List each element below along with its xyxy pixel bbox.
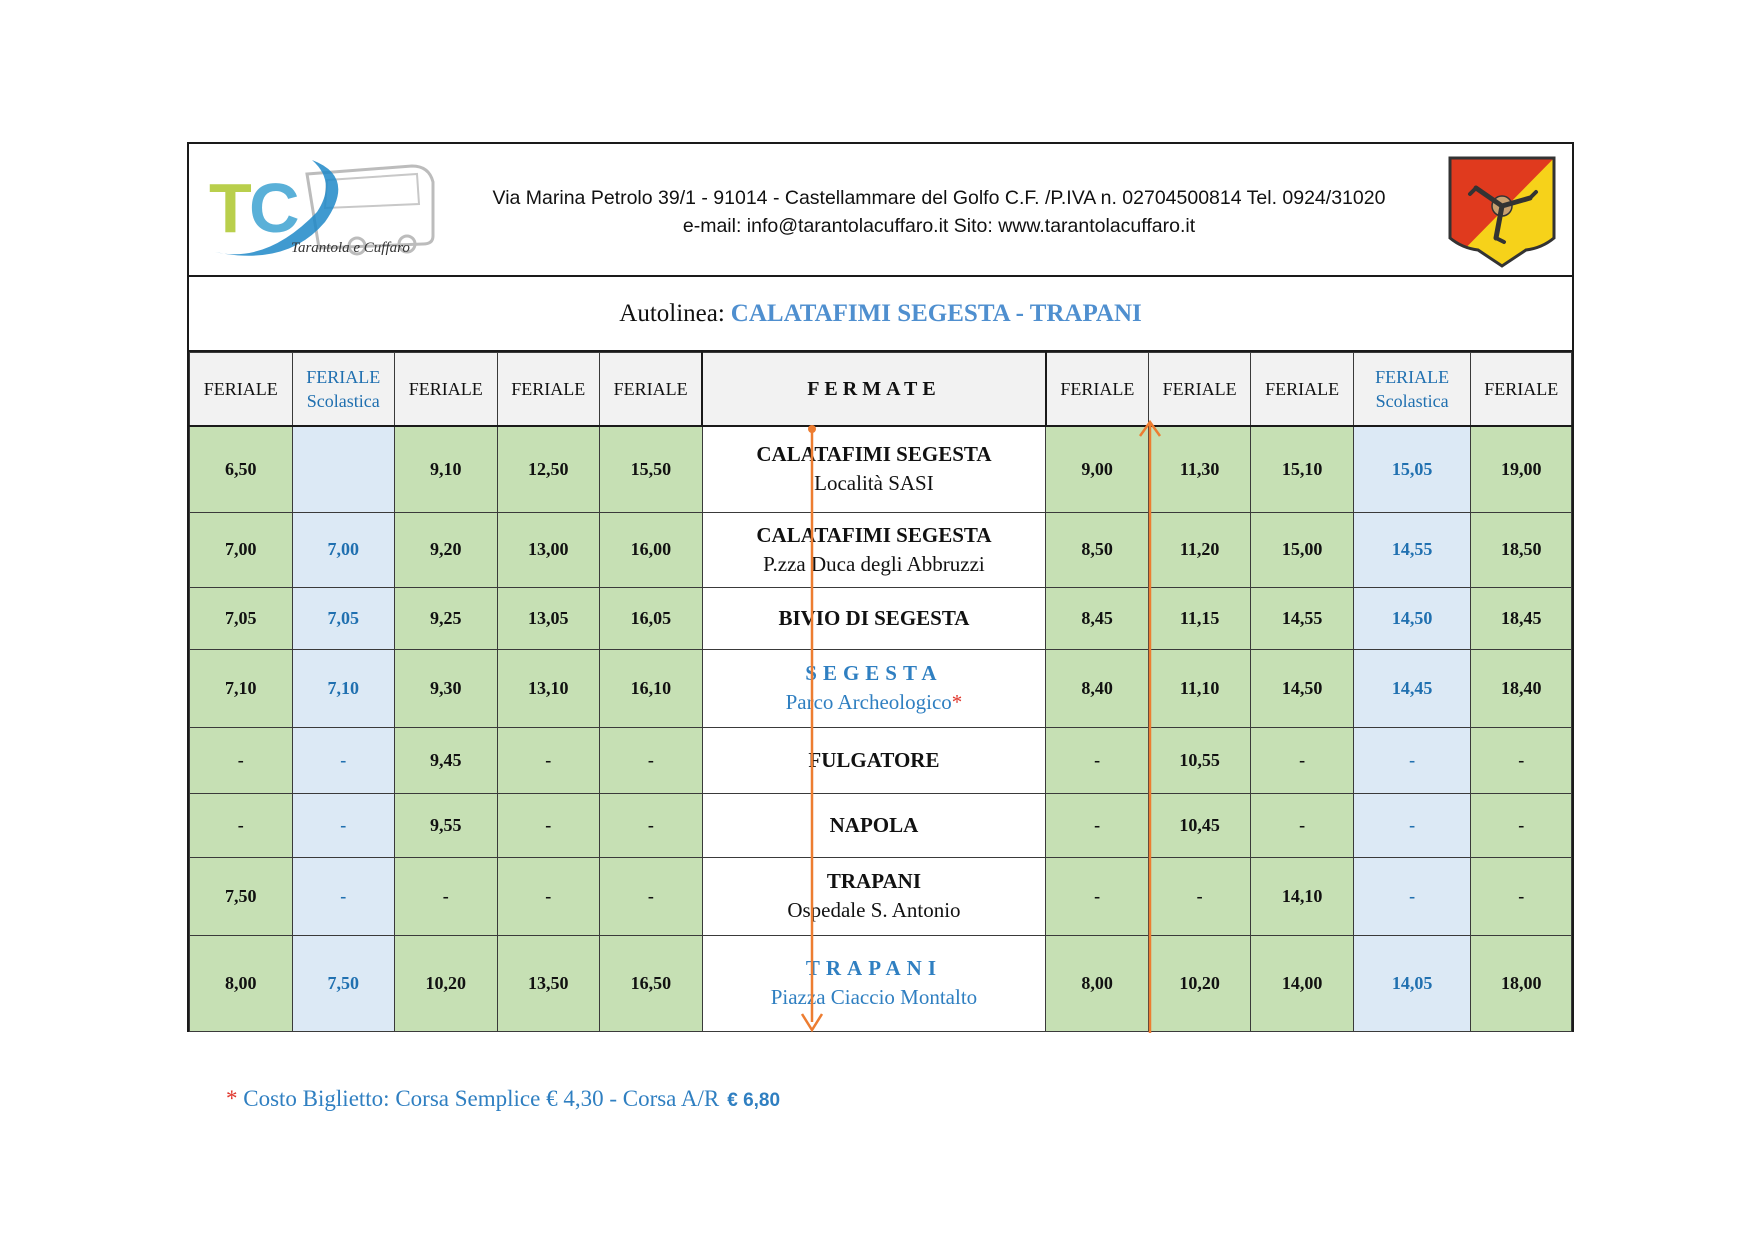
timetable-sheet <box>187 142 1574 1032</box>
route-title <box>189 277 1572 352</box>
company-logo <box>207 152 445 272</box>
return-time-cell: 14,55 <box>1251 587 1354 649</box>
header-right-2: FERIALE <box>1148 353 1251 427</box>
timetable <box>189 352 1572 1032</box>
return-time-cell: - <box>1251 727 1354 793</box>
departure-time-cell: 7,50 <box>292 935 395 1031</box>
return-time-cell: 18,00 <box>1471 935 1572 1031</box>
return-time-cell: - <box>1471 727 1572 793</box>
return-time-cell: 14,50 <box>1251 649 1354 727</box>
route-label: Autolinea: <box>619 299 725 327</box>
header-left-5: FERIALE <box>600 353 703 427</box>
departure-time-cell: - <box>600 727 703 793</box>
return-time-cell: 15,05 <box>1353 426 1471 512</box>
ticket-price-note <box>226 1086 780 1112</box>
departure-time-cell: - <box>190 727 293 793</box>
table-row <box>190 587 1572 649</box>
table-row <box>190 426 1572 512</box>
svg-text:C: C <box>249 169 300 247</box>
return-time-cell: 14,55 <box>1353 512 1471 587</box>
departure-time-cell: 7,05 <box>292 587 395 649</box>
return-time-cell: - <box>1148 857 1251 935</box>
departure-time-cell: - <box>497 727 600 793</box>
departure-time-cell: 13,50 <box>497 935 600 1031</box>
stop-detail: Località SASI <box>814 471 934 496</box>
departure-time-cell: 7,10 <box>190 649 293 727</box>
return-time-cell: - <box>1353 727 1471 793</box>
return-time-cell: 14,10 <box>1251 857 1354 935</box>
table-row <box>190 793 1572 857</box>
departure-time-cell <box>292 426 395 512</box>
stop-name: NAPOLA <box>829 812 919 837</box>
stop-cell <box>702 587 1046 649</box>
stop-name: BIVIO DI SEGESTA <box>778 605 970 630</box>
departure-time-cell: 9,55 <box>395 793 498 857</box>
header-left-2: FERIALE Scolastica <box>292 353 395 427</box>
departure-time-cell: 12,50 <box>497 426 600 512</box>
departure-time-cell: 7,10 <box>292 649 395 727</box>
departure-time-cell: 7,00 <box>190 512 293 587</box>
return-time-cell: 14,45 <box>1353 649 1471 727</box>
return-time-cell: 10,45 <box>1148 793 1251 857</box>
stop-cell <box>702 649 1046 727</box>
note-text: Costo Biglietto: Corsa Semplice € 4,30 - Corsa A/R <box>237 1086 720 1111</box>
svg-text:T: T <box>209 169 252 247</box>
contact-line: e-mail: info@tarantolacuffaro.it Sito: www.tarantolacuffaro.it <box>682 215 1196 237</box>
return-time-cell: - <box>1046 793 1149 857</box>
return-time-cell: - <box>1471 857 1572 935</box>
return-time-cell: 18,45 <box>1471 587 1572 649</box>
stop-detail: Parco Archeologico* <box>785 690 963 714</box>
header-left-4: FERIALE <box>497 353 600 427</box>
return-time-cell: 9,00 <box>1046 426 1149 512</box>
stop-cell <box>702 512 1046 587</box>
timetable-body <box>190 426 1572 1031</box>
logo-caption: Tarantola e Cuffaro <box>291 240 410 256</box>
return-time-cell: 11,30 <box>1148 426 1251 512</box>
letterhead <box>189 144 1572 277</box>
return-time-cell: 11,20 <box>1148 512 1251 587</box>
departure-time-cell: 13,05 <box>497 587 600 649</box>
return-time-cell: 10,20 <box>1148 935 1251 1031</box>
departure-time-cell: 13,00 <box>497 512 600 587</box>
return-time-cell: - <box>1471 793 1572 857</box>
table-row <box>190 727 1572 793</box>
header-left-1: FERIALE <box>190 353 293 427</box>
departure-time-cell: - <box>190 793 293 857</box>
stop-detail: P.zza Duca degli Abbruzzi <box>763 551 985 576</box>
address-line: Via Marina Petrolo 39/1 - 91014 - Castellammare del Golfo C.F. /P.IVA n. 02704500814 Tel. 0924/31020 <box>492 187 1386 209</box>
departure-time-cell: 16,10 <box>600 649 703 727</box>
table-row <box>190 857 1572 935</box>
return-time-cell: 8,45 <box>1046 587 1149 649</box>
return-time-cell: 10,55 <box>1148 727 1251 793</box>
departure-time-cell: 9,45 <box>395 727 498 793</box>
return-time-cell: 11,10 <box>1148 649 1251 727</box>
departure-time-cell: 10,20 <box>395 935 498 1031</box>
return-time-cell: 19,00 <box>1471 426 1572 512</box>
departure-time-cell: 16,00 <box>600 512 703 587</box>
return-time-cell: 18,40 <box>1471 649 1572 727</box>
stop-detail: Ospedale S. Antonio <box>787 898 961 922</box>
departure-time-cell: 6,50 <box>190 426 293 512</box>
return-time-cell: - <box>1046 727 1149 793</box>
return-time-cell: 14,00 <box>1251 935 1354 1031</box>
stop-name: CALATAFIMI SEGESTA <box>756 442 992 467</box>
stop-cell <box>702 426 1046 512</box>
return-time-cell: - <box>1251 793 1354 857</box>
return-time-cell: 14,50 <box>1353 587 1471 649</box>
return-time-cell: 18,50 <box>1471 512 1572 587</box>
stop-name: CALATAFIMI SEGESTA <box>756 522 992 547</box>
departure-time-cell: - <box>395 857 498 935</box>
departure-time-cell: 9,25 <box>395 587 498 649</box>
header-right-3: FERIALE <box>1251 353 1354 427</box>
departure-time-cell: - <box>292 857 395 935</box>
departure-time-cell: - <box>292 793 395 857</box>
stop-name: SEGESTA <box>805 661 943 685</box>
departure-time-cell: 7,05 <box>190 587 293 649</box>
return-price: € 6,80 <box>727 1090 781 1111</box>
departure-time-cell: - <box>497 793 600 857</box>
departure-time-cell: 9,30 <box>395 649 498 727</box>
return-time-cell: 15,10 <box>1251 426 1354 512</box>
table-row <box>190 512 1572 587</box>
header-stops: FERMATE <box>702 353 1046 427</box>
return-time-cell: - <box>1353 793 1471 857</box>
stop-cell <box>702 935 1046 1031</box>
return-time-cell: 8,00 <box>1046 935 1149 1031</box>
departure-time-cell: 16,05 <box>600 587 703 649</box>
departure-time-cell: 9,20 <box>395 512 498 587</box>
departure-time-cell: 13,10 <box>497 649 600 727</box>
return-time-cell: 8,40 <box>1046 649 1149 727</box>
departure-time-cell: 16,50 <box>600 935 703 1031</box>
stop-note-asterisk: * <box>951 690 963 714</box>
return-time-cell: 15,00 <box>1251 512 1354 587</box>
header-row <box>190 353 1572 427</box>
company-address <box>459 184 1419 240</box>
stop-detail: Piazza Ciaccio Montalto <box>770 985 978 1009</box>
departure-time-cell: 8,00 <box>190 935 293 1031</box>
departure-time-cell: 7,50 <box>190 857 293 935</box>
table-row <box>190 935 1572 1031</box>
header-right-5: FERIALE <box>1471 353 1572 427</box>
departure-time-cell: 9,10 <box>395 426 498 512</box>
header-right-1: FERIALE <box>1046 353 1149 427</box>
return-time-cell: 11,15 <box>1148 587 1251 649</box>
sicily-crest-icon <box>1446 154 1558 268</box>
return-time-cell: 8,50 <box>1046 512 1149 587</box>
stop-name: TRAPANI <box>805 956 942 980</box>
header-left-3: FERIALE <box>395 353 498 427</box>
route-name: CALATAFIMI SEGESTA - TRAPANI <box>730 299 1142 327</box>
stop-cell <box>702 793 1046 857</box>
departure-time-cell: - <box>292 727 395 793</box>
note-asterisk: * <box>226 1086 238 1111</box>
header-right-4: FERIALE Scolastica <box>1353 353 1471 427</box>
return-time-cell: 14,05 <box>1353 935 1471 1031</box>
stop-name: TRAPANI <box>826 869 921 893</box>
departure-time-cell: 7,00 <box>292 512 395 587</box>
stop-cell <box>702 857 1046 935</box>
departure-time-cell: 15,50 <box>600 426 703 512</box>
stop-name: FULGATORE <box>808 747 940 772</box>
stop-cell <box>702 727 1046 793</box>
departure-time-cell: - <box>600 793 703 857</box>
return-time-cell: - <box>1046 857 1149 935</box>
return-time-cell: - <box>1353 857 1471 935</box>
departure-time-cell: - <box>600 857 703 935</box>
departure-time-cell: - <box>497 857 600 935</box>
table-row <box>190 649 1572 727</box>
